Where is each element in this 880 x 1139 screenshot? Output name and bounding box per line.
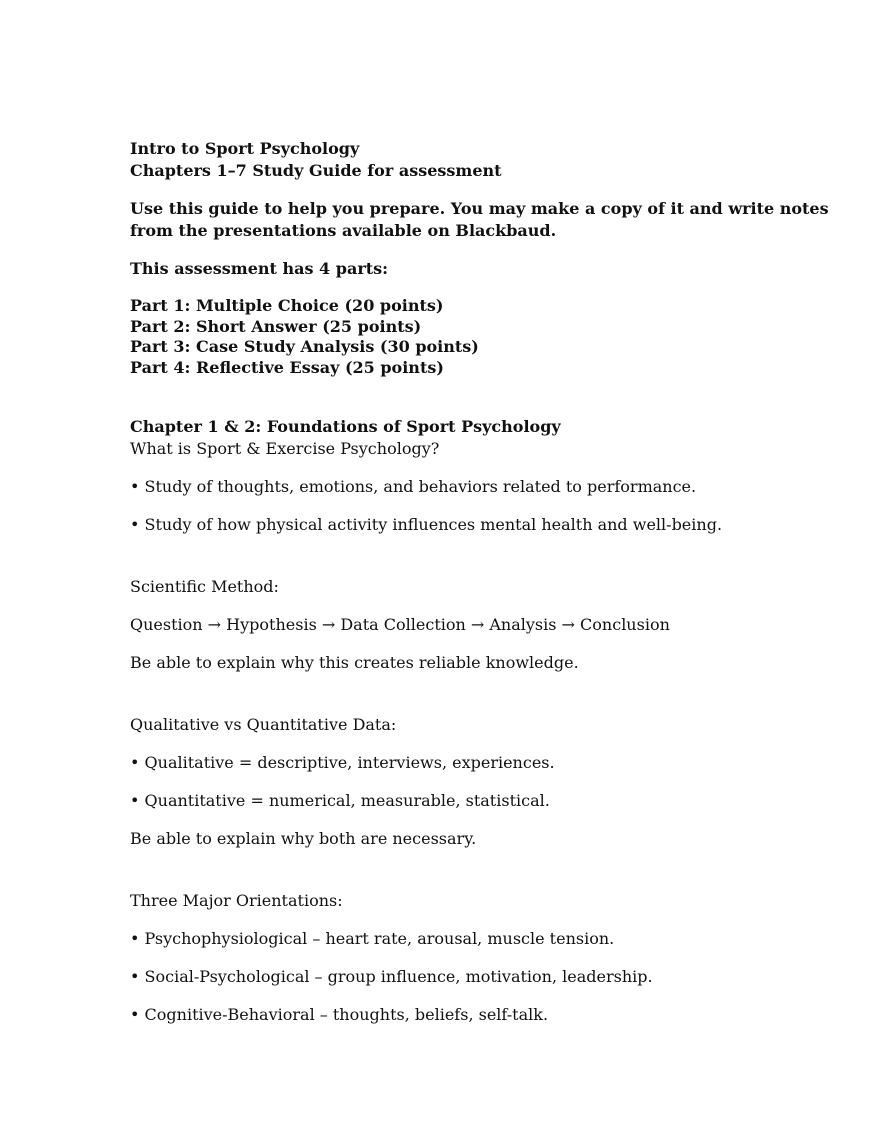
orientations-bullet-1 [130,928,770,950]
scientific-method-steps: Question → Hypothesis → Data Collection → Analysis → Conclusion [130,615,670,634]
bullet-item: • Qualitative = descriptive, interviews, experiences. [130,753,555,772]
instructions-line-1: Use this guide to help you prepare. You may make a copy of it and write notes [130,199,829,218]
data-types-bullet-2 [130,790,770,812]
scientific-method-steps-paragraph [130,614,770,636]
document-header [130,138,770,182]
parts-heading: This assessment has 4 parts: [130,259,389,278]
chapter-bullet-2 [130,514,770,536]
chapter-question: What is Sport & Exercise Psychology? [130,439,440,458]
instructions-paragraph [130,198,829,242]
bullet-item: • Social-Psychological – group influence, motivation, leadership. [130,967,653,986]
guide-title: Chapters 1–7 Study Guide for assessment [130,161,502,180]
bullet-item: • Study of how physical activity influences mental health and well-being. [130,515,723,534]
parts-heading-paragraph [130,258,770,280]
data-types-note-paragraph [130,828,770,850]
course-title: Intro to Sport Psychology [130,139,360,158]
bullet-item: • Quantitative = numerical, measurable, statistical. [130,791,550,810]
part-item: Part 1: Multiple Choice (20 points) [130,296,444,315]
chapter-bullet-1 [130,476,770,498]
bullet-item: • Cognitive-Behavioral – thoughts, beliefs, self-talk. [130,1005,549,1024]
instructions-line-2: from the presentations available on Blackbaud. [130,221,557,240]
data-types-heading-paragraph [130,714,770,736]
bullet-item: • Study of thoughts, emotions, and behaviors related to performance. [130,477,697,496]
parts-list [130,296,770,378]
scientific-method-note: Be able to explain why this creates reliable knowledge. [130,653,579,672]
part-item: Part 3: Case Study Analysis (30 points) [130,337,479,356]
orientations-bullet-2 [130,966,770,988]
orientations-bullet-3 [130,1004,770,1026]
part-item: Part 4: Reflective Essay (25 points) [130,357,444,377]
chapter-heading: Chapter 1 & 2: Foundations of Sport Psychology [130,417,561,436]
data-types-note: Be able to explain why both are necessary. [130,829,477,848]
scientific-method-note-paragraph [130,652,770,674]
data-types-bullet-1 [130,752,770,774]
chapter-section [130,416,770,460]
part-item: Part 2: Short Answer (25 points) [130,316,422,336]
orientations-heading-paragraph [130,890,770,912]
scientific-method-heading: Scientific Method: [130,577,279,596]
bullet-item: • Psychophysiological – heart rate, arousal, muscle tension. [130,929,615,948]
scientific-method-heading-paragraph [130,576,770,598]
data-types-heading: Qualitative vs Quantitative Data: [130,715,397,734]
document-page [130,138,829,1026]
orientations-heading: Three Major Orientations: [130,891,343,910]
